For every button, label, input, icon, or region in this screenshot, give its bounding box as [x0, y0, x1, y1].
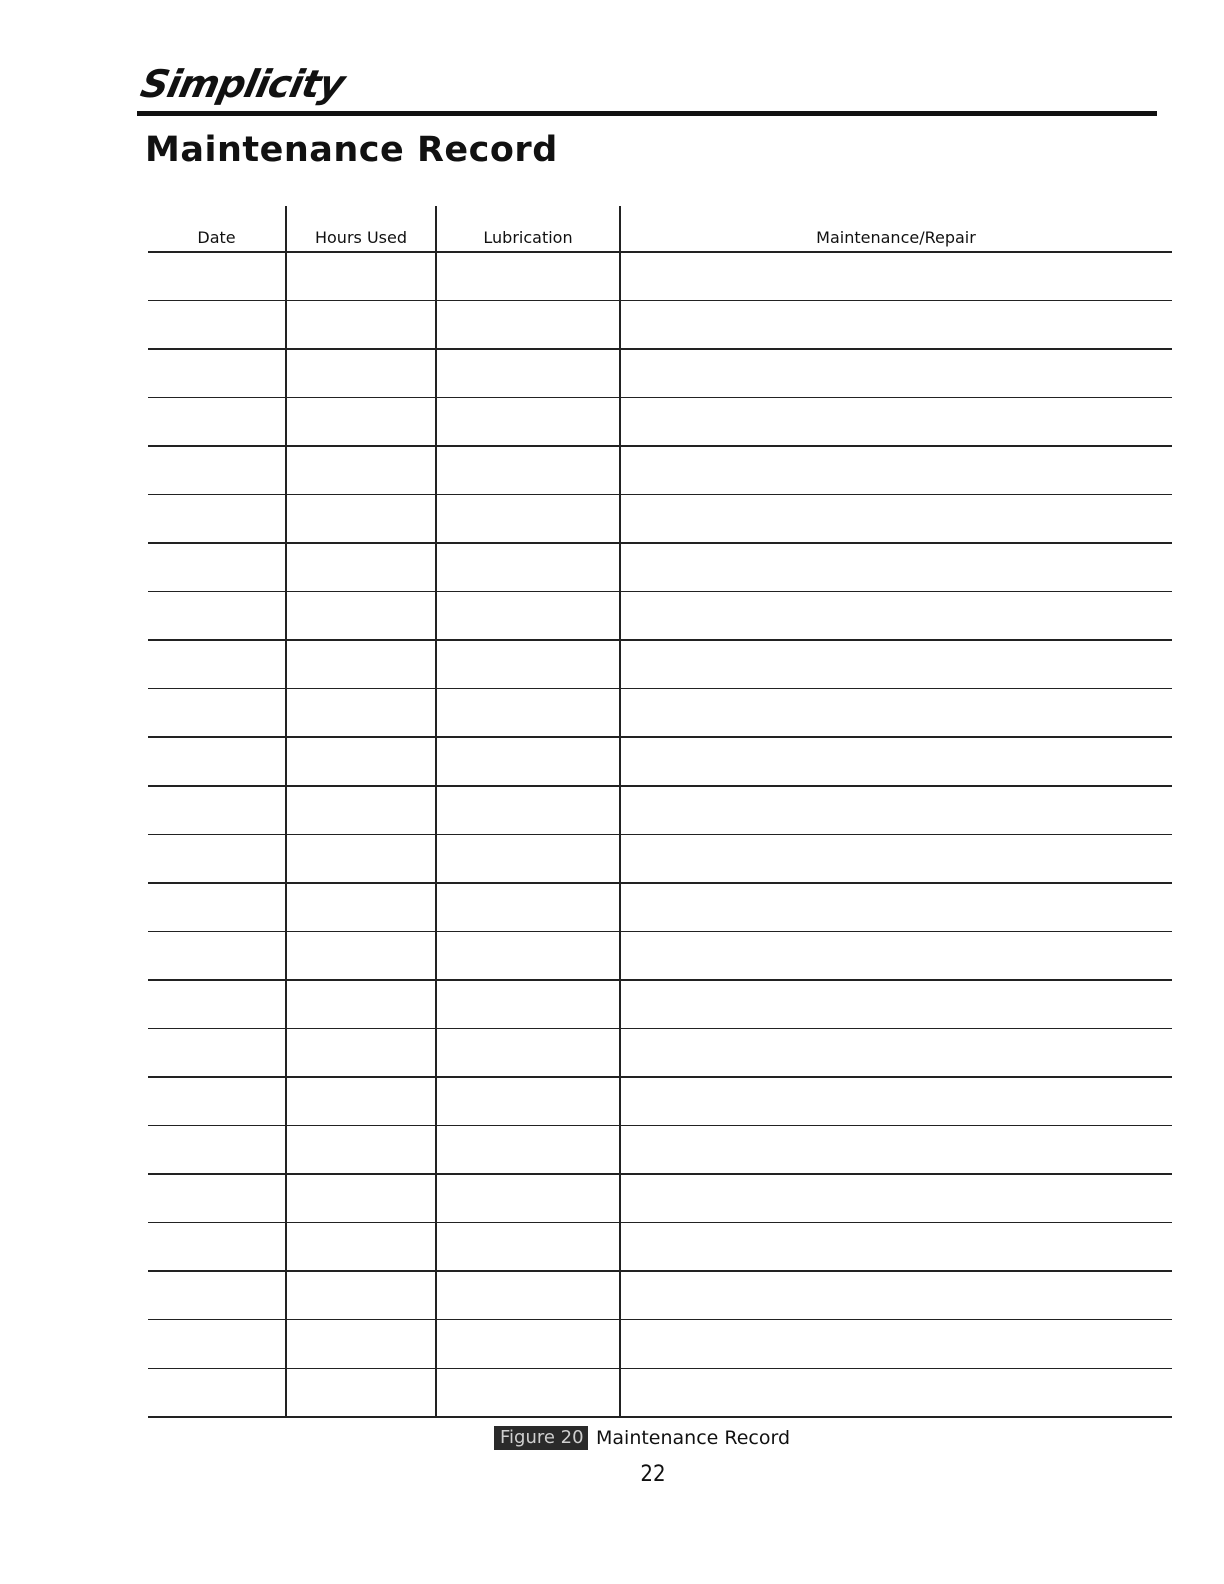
table-row-line [148, 1368, 1172, 1370]
table-row-line [148, 979, 1172, 981]
figure-caption [494, 1425, 790, 1451]
figure-caption-text: Maintenance Record [596, 1427, 791, 1449]
table-row-line [148, 1222, 1172, 1224]
column-divider [285, 206, 287, 1418]
table-row-line [148, 785, 1172, 787]
table-row-line [148, 834, 1172, 836]
header-rule [137, 111, 1157, 116]
column-header-hours-used: Hours Used [314, 228, 407, 247]
column-header-maintenance-repair: Maintenance/Repair [816, 228, 976, 247]
table-row-line [148, 397, 1172, 399]
table-row-line [148, 736, 1172, 738]
table-row-line [148, 1319, 1172, 1321]
table-row-line [148, 494, 1172, 496]
maintenance-record-table [148, 206, 1172, 1418]
column-divider [435, 206, 437, 1418]
header-row-line [148, 251, 1172, 253]
table-row-line [148, 1028, 1172, 1030]
column-divider [619, 206, 621, 1418]
table-row-line [148, 348, 1172, 350]
table-row-line [148, 639, 1172, 641]
column-header-date: Date [197, 228, 236, 247]
table-row-line [148, 931, 1172, 933]
table-row-line [148, 300, 1172, 302]
table-row-line [148, 1416, 1172, 1418]
table-row-line [148, 542, 1172, 544]
column-header-lubrication: Lubrication [483, 228, 573, 247]
figure-label: Figure 20 [494, 1426, 588, 1450]
table-row-line [148, 688, 1172, 690]
page-title: Maintenance Record [145, 130, 558, 170]
table-row-line [148, 1076, 1172, 1078]
table-row-line [148, 591, 1172, 593]
table-row-line [148, 1125, 1172, 1127]
table-row-line [148, 1173, 1172, 1175]
table-row-line [148, 882, 1172, 884]
table-row-line [148, 1270, 1172, 1272]
page-number: 22 [640, 1462, 666, 1487]
brand-logo: Simplicity [137, 62, 349, 106]
table-row-line [148, 445, 1172, 447]
